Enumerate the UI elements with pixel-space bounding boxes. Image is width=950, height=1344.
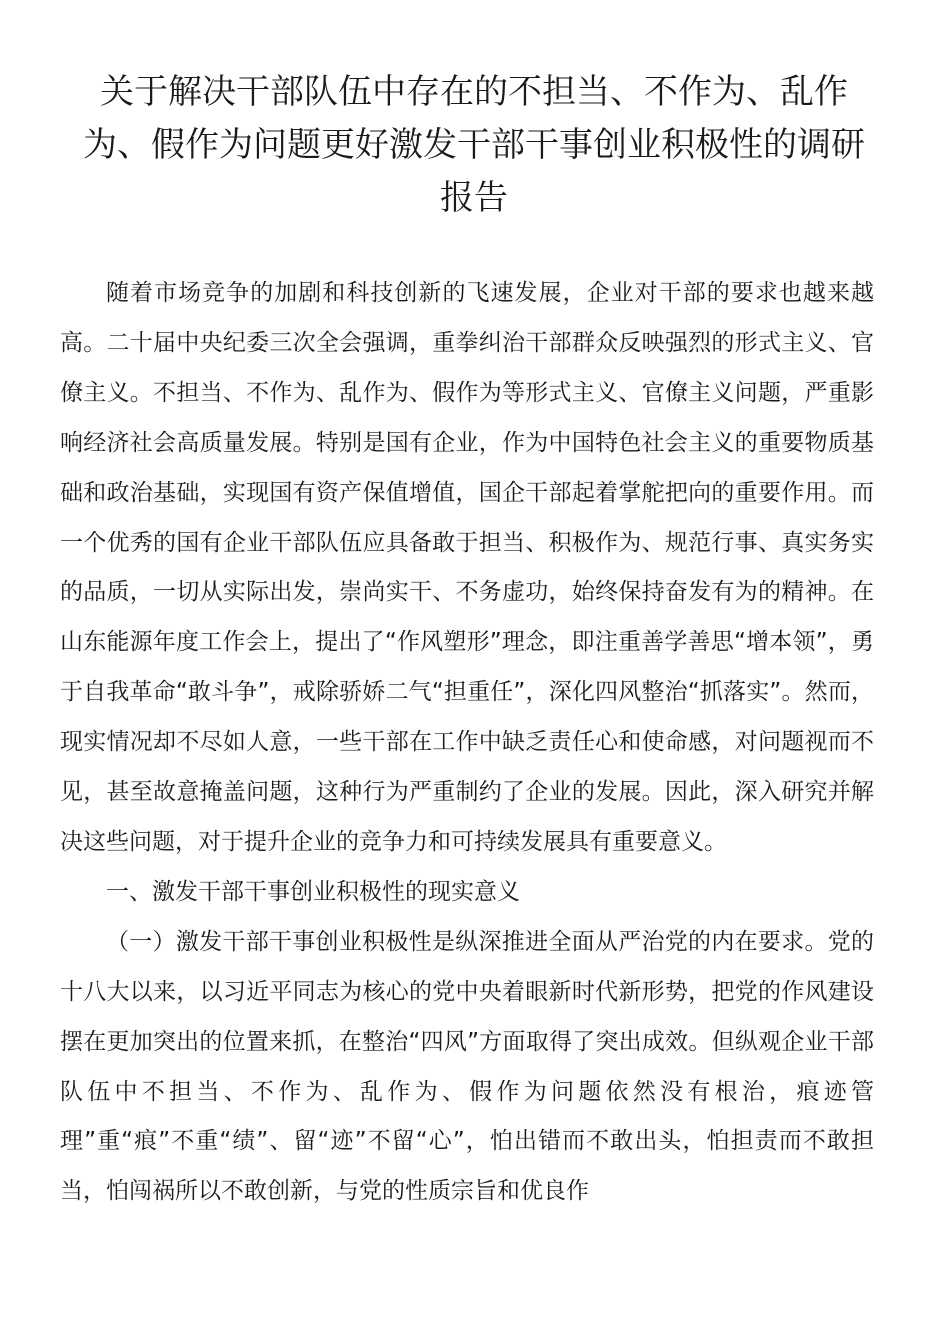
intro-paragraph: 随着市场竞争的加剧和科技创新的飞速发展，企业对干部的要求也越来越高。二十届中央纪委三次全会强调，重拳纠治干部群众反映强烈的形式主义、官僚主义。不担当、不作为、乱作为、假作为等形式主义、官僚主义问题，严重影响经济社会高质量发展。特别是国有企业，作为中国特色社会主义的重要物质基础和政治基础，实现国有资产保值增值，国企干部起着掌舵把向的重要作用。而一个优秀的国有企业干部队伍应具备敢于担当、积极作为、规范行事、真实务实的品质，一切从实际出发，崇尚实干、不务虚功，始终保持奋发有为的精神。在山东能源年度工作会上，提出了“作风塑形”理念，即注重善学善思“增本领”，勇于自我革命“敢斗争”，戒除骄娇二气“担重任”，深化四风整治“抓落实”。然而，现实情况却不尽如人意，一些干部在工作中缺乏责任心和使命感，对问题视而不见，甚至故意掩盖问题，这种行为严重制约了企业的发展。因此，深入研究并解决这些问题，对于提升企业的竞争力和可持续发展具有重要意义。 <box>60 280 874 855</box>
section-heading: 一、激发干部干事创业积极性的现实意义 <box>106 878 520 905</box>
document-body <box>60 269 874 1217</box>
section-paragraph: （一）激发干部干事创业积极性是纵深推进全面从严治党的内在要求。党的十八大以来，以习近平同志为核心的党中央着眼新时代新形势，把党的作风建设摆在更加突出的位置来抓，在整治“四风”方面取得了突出成效。但纵观企业干部队伍中不担当、不作为、乱作为、假作为问题依然没有根治，痕迹管理”重“痕”不重“绩”、留“迹”不留“心”，怕出错而不敢出头，怕担责而不敢担当，怕闯祸所以不敢创新，与党的性质宗旨和优良作 <box>60 928 874 1205</box>
document-title: 关于解决干部队伍中存在的不担当、不作为、乱作为、假作为问题更好激发干部干事创业积极性的调研报告 <box>83 72 865 218</box>
